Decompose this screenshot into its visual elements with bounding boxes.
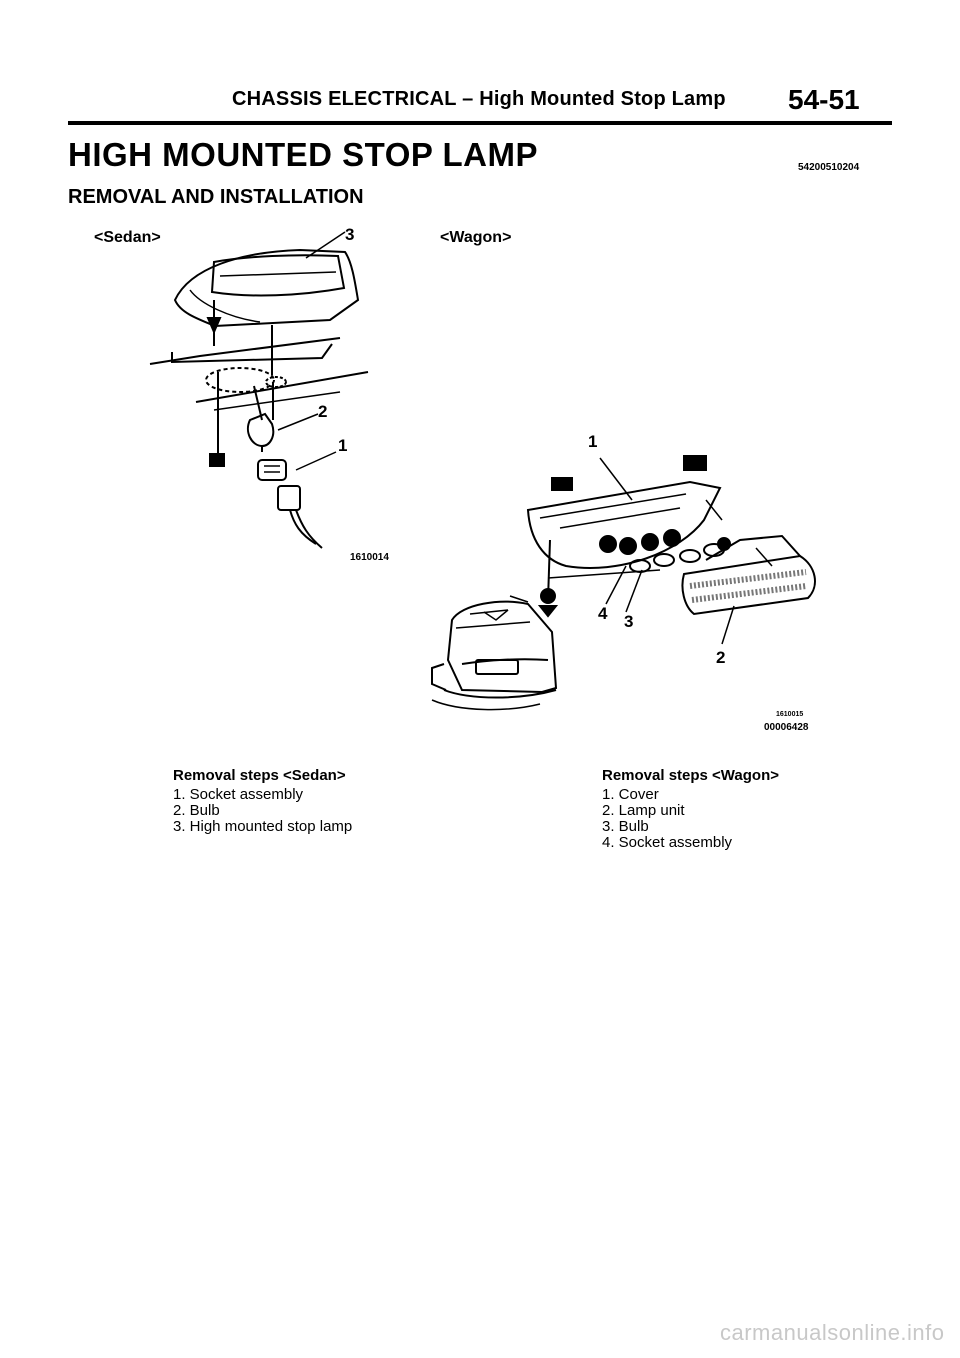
wagon-callout-3: 3	[624, 612, 634, 631]
wagon-callout-4: 4	[598, 604, 608, 623]
wagon-step-4: 4. Socket assembly	[602, 834, 733, 851]
wagon-step-3: 3. Bulb	[602, 818, 649, 835]
page-number: 54-51	[788, 84, 860, 115]
sedan-removal-steps	[173, 767, 352, 835]
wagon-label: <Wagon>	[440, 229, 512, 246]
sedan-steps-heading: Removal steps <Sedan>	[173, 767, 346, 784]
wagon-removal-steps	[602, 767, 779, 851]
sedan-callout-3: 3	[345, 225, 355, 244]
wagon-steps-heading: Removal steps <Wagon>	[602, 767, 779, 784]
sedan-callout-2: 2	[318, 402, 328, 421]
wagon-step-2: 2. Lamp unit	[602, 802, 685, 819]
document-id: 54200510204	[798, 162, 860, 173]
footer-watermark: carmanualsonline.info	[720, 1320, 945, 1345]
wagon-figure-code-small: 1610015	[776, 711, 804, 718]
sedan-step-1: 1. Socket assembly	[173, 786, 304, 803]
section-subtitle: REMOVAL AND INSTALLATION	[68, 186, 364, 208]
sedan-step-2: 2. Bulb	[173, 802, 220, 819]
sedan-label: <Sedan>	[94, 229, 161, 246]
wagon-figure-code: 00006428	[764, 722, 809, 733]
wagon-callout-2: 2	[716, 648, 726, 667]
sedan-step-3: 3. High mounted stop lamp	[173, 818, 353, 835]
page-title: HIGH MOUNTED STOP LAMP	[68, 136, 538, 173]
sedan-figure-code: 1610014	[350, 552, 389, 563]
sedan-callout-1: 1	[338, 436, 348, 455]
wagon-step-1: 1. Cover	[602, 786, 659, 803]
header-section-title: CHASSIS ELECTRICAL – High Mounted Stop Lamp	[232, 88, 726, 110]
wagon-callout-1: 1	[588, 432, 598, 451]
